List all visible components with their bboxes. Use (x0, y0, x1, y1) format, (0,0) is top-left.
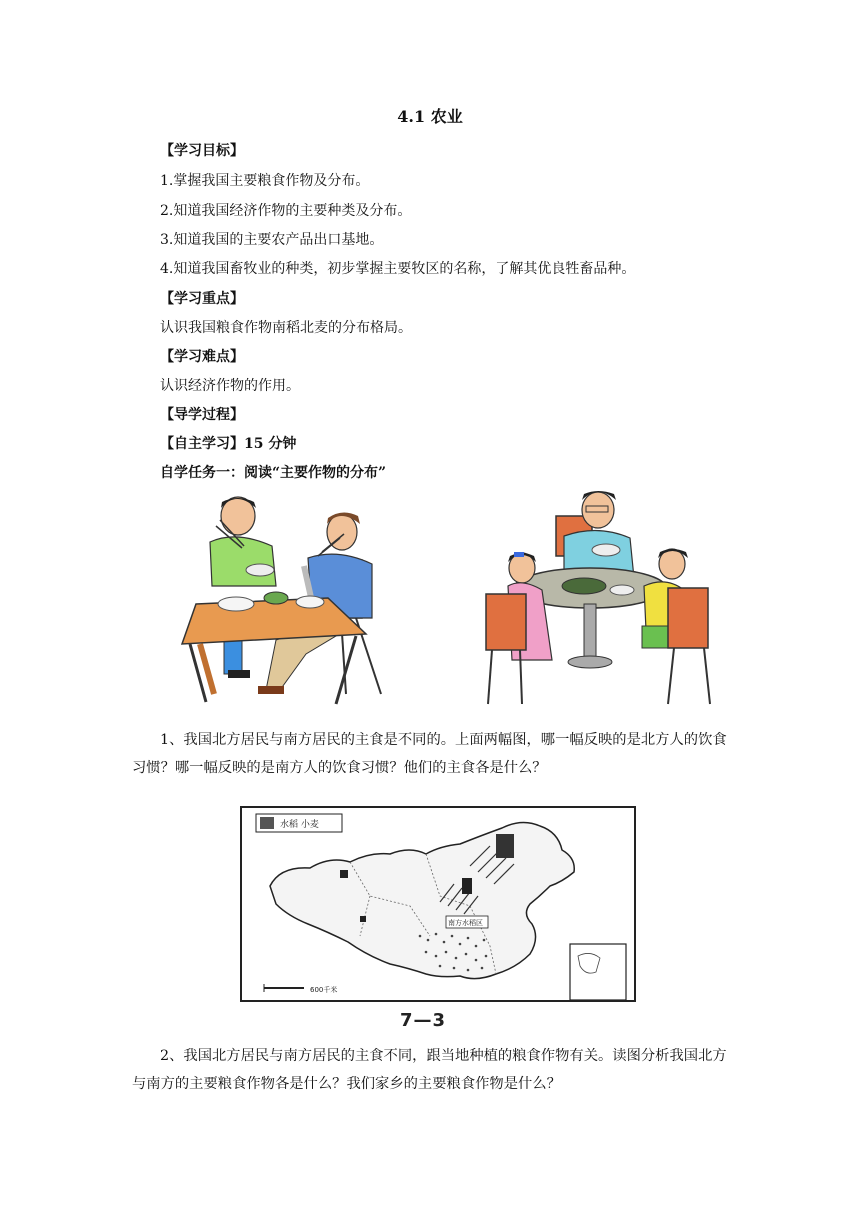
key-points-text: 认识我国粮食作物南稻北麦的分布格局。 (160, 320, 412, 336)
objectives-heading: 【学习目标】 (160, 143, 244, 159)
question-1: 1、我国北方居民与南方居民的主食是不同的。上面两幅图，哪一幅反映的是北方人的饮食习惯？哪一幅反映的是南方人的饮食习惯？他们的主食各是什么？ (132, 732, 727, 776)
southern-dining-illustration (478, 490, 714, 708)
map-caption: 7—3 (400, 1010, 447, 1031)
objective-item: 2.知道我国经济作物的主要种类及分布。 (160, 203, 412, 219)
crop-distribution-map (240, 806, 636, 1036)
difficulties-heading: 【学习难点】 (160, 349, 244, 365)
objective-item: 1.掌握我国主要粮食作物及分布。 (160, 173, 370, 189)
page-title: 4.1 农业 (397, 107, 463, 126)
key-points-heading: 【学习重点】 (160, 291, 244, 307)
objective-item: 4.知道我国畜牧业的种类，初步掌握主要牧区的名称，了解其优良牲畜品种。 (160, 261, 636, 277)
question-2: 2、我国北方居民与南方居民的主食不同，跟当地种植的粮食作物有关。读图分析我国北方与南方的主要粮食作物各是什么？我们家乡的主要粮食作物是什么？ (132, 1048, 727, 1092)
map-region-label: 南方水稻区 (448, 919, 483, 927)
process-heading: 【导学过程】 (160, 407, 244, 423)
self-study-heading: 【自主学习】15 分钟 (160, 436, 297, 452)
map-legend: 水稻 小麦 (280, 820, 319, 830)
objective-item: 3.知道我国的主要农产品出口基地。 (160, 232, 384, 248)
task1-heading: 自学任务一：阅读“主要作物的分布” (160, 465, 387, 481)
northern-dining-illustration (176, 494, 402, 708)
difficulties-text: 认识经济作物的作用。 (160, 378, 300, 394)
map-scale: 600千米 (310, 986, 338, 994)
